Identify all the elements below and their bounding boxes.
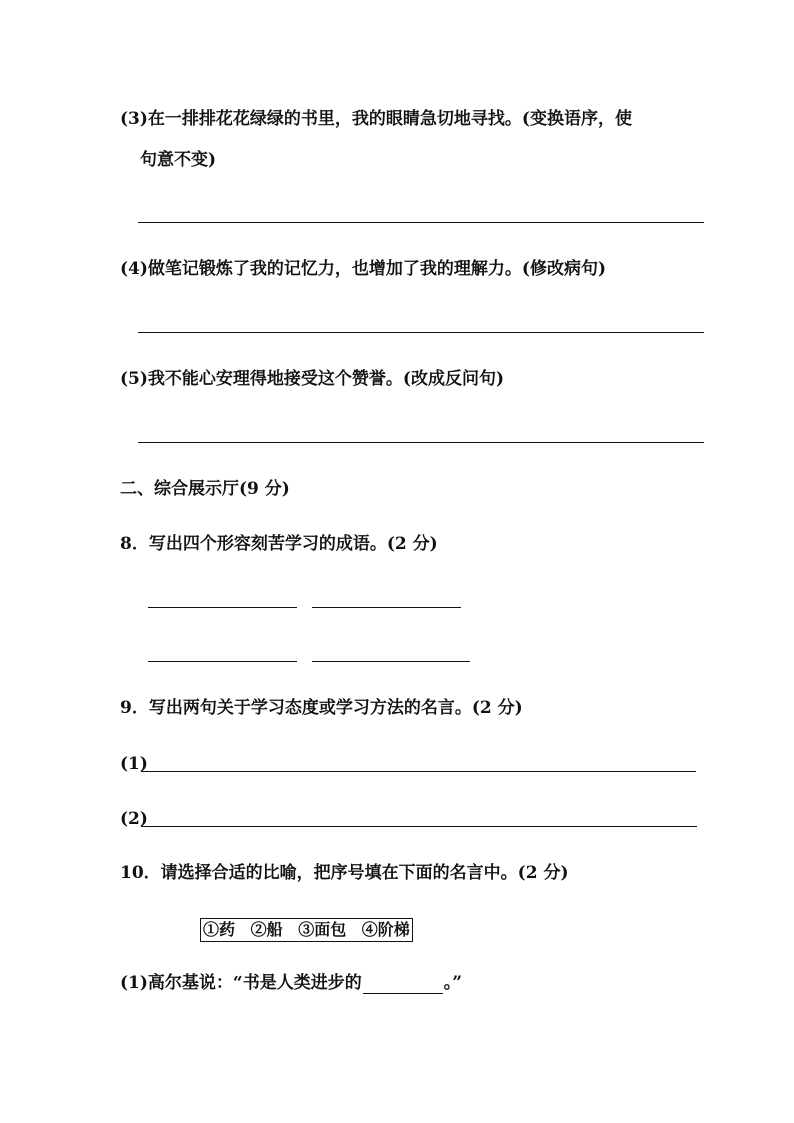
q10-prompt: 10．请选择合适的比喻，把序号填在下面的名言中。(2 分) bbox=[120, 863, 569, 883]
q9-prompt: 9．写出两句关于学习态度或学习方法的名言。(2 分) bbox=[120, 698, 523, 718]
q7-item5-answer-line[interactable] bbox=[138, 442, 704, 443]
q9-label-2: (2) bbox=[120, 809, 148, 829]
q9-answer-line-2[interactable] bbox=[141, 826, 697, 827]
q10-option-1: ①药 bbox=[203, 920, 236, 939]
q9-label-1: (1) bbox=[120, 754, 148, 774]
q8-answer-line-2[interactable] bbox=[312, 607, 461, 608]
q9-answer-line-1[interactable] bbox=[141, 771, 696, 772]
q10-item1-before: (1)高尔基说：“书是人类进步的 bbox=[120, 973, 362, 993]
q7-item4: (4)做笔记锻炼了我的记忆力，也增加了我的理解力。(修改病句) bbox=[120, 259, 607, 279]
q7-item3-answer-line[interactable] bbox=[138, 222, 704, 223]
q8-answer-line-3[interactable] bbox=[148, 661, 297, 662]
q10-item1-blank[interactable] bbox=[363, 975, 443, 994]
q7-item3-line1: (3)在一排排花花绿绿的书里，我的眼睛急切地寻找。(变换语序，使 bbox=[120, 109, 632, 129]
q10-option-3: ③面包 bbox=[298, 920, 347, 939]
q7-item4-answer-line[interactable] bbox=[138, 332, 704, 333]
q10-item1-after: 。” bbox=[443, 973, 462, 993]
q8-answer-line-4[interactable] bbox=[312, 661, 470, 662]
q10-options-box bbox=[200, 918, 413, 942]
q10-item1 bbox=[120, 972, 462, 994]
q10-option-4: ④阶梯 bbox=[361, 920, 410, 939]
q8-prompt: 8．写出四个形容刻苦学习的成语。(2 分) bbox=[120, 534, 438, 554]
q8-answer-line-1[interactable] bbox=[148, 607, 297, 608]
q7-item3-line2: 句意不变) bbox=[140, 150, 217, 170]
q10-option-2: ②船 bbox=[250, 920, 283, 939]
q7-item5: (5)我不能心安理得地接受这个赞誉。(改成反问句) bbox=[120, 369, 505, 389]
section-title: 二、综合展示厅(9 分) bbox=[120, 479, 290, 499]
